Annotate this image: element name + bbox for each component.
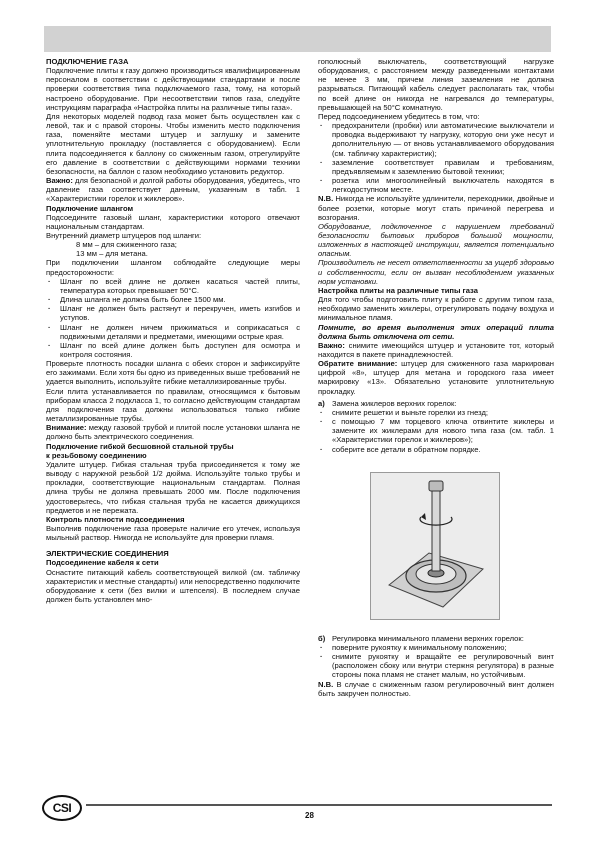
hose-precautions-list <box>46 277 300 359</box>
nb-label: N.B. <box>318 194 334 204</box>
list-item: · Длина шланга не должна быть более 1500 мм. <box>60 295 300 304</box>
list-item: · Шланг не должен ничем прижиматься и соприкасаться с подвижными деталями и предметами, имеющими острые края. <box>60 323 300 341</box>
gas-adjust-paragraph-2-text: снимите имеющийся штуцер и установите тот, который находится в пакете принадлежностей. <box>318 340 554 359</box>
step-b-title: Регулировка минимального пламени верхних горелок: <box>332 633 524 643</box>
pipe-heading-line-1: Подключение гибкой бесшовной стальной трубы <box>46 441 234 451</box>
gas-adjust-heading: Настройка плиты на различные типы газа <box>318 285 478 295</box>
hose-diameter-2: 13 мм – для метана. <box>76 249 148 259</box>
nb-label: N.B. <box>318 679 334 689</box>
burner-wrench-drawing <box>371 473 501 621</box>
list-item: · Шланг по всей длине не должен касаться частей плиты, температура которых превышает 50°C. <box>60 277 300 295</box>
hose-paragraph-5: Если плита устанавливается по правилам, относящимся к бытовым приборам класса 2 подкласса 1, то согласно действующим стандартам для подключения газа должны использоваться только гибкие металлизированные трубы. <box>46 386 300 424</box>
list-item: · поверните рукоятку к минимальному положению; <box>332 643 554 652</box>
list-item: · соберите все детали в обратном порядке. <box>332 445 554 454</box>
step-a-title: Замена жиклеров верхних горелок: <box>332 398 457 408</box>
continued-paragraph-2: Перед подсоединением убедитесь в том, что: <box>318 111 480 121</box>
nb-note-1 <box>318 194 554 221</box>
hose-paragraph-4: Проверьте плотность посадки шланга с обеих сторон и зафиксируйте его зажимами. Если хотя бы одно из приведенных выше требований не удается выполнить, используйте гибкие металлизированные трубы. <box>46 359 300 387</box>
step-b-label: б) <box>318 633 326 643</box>
cable-heading: Подсоединение кабеля к сети <box>46 558 159 568</box>
hose-paragraph-3: При подключении шлангом соблюдайте следующие меры предосторожности: <box>46 258 300 277</box>
gas-adjust-paragraph-2 <box>318 341 554 359</box>
electrical-check-list <box>318 121 554 194</box>
gas-adjust-paragraph-3 <box>318 359 554 396</box>
step-a-list <box>318 408 554 454</box>
pipe-heading-line-2: к резьбовому соединению <box>46 450 147 460</box>
nb-note-2-text: В случае с сжиженным газом регулировочный винт должен быть закручен полностью. <box>318 679 554 698</box>
gas-adjust-reminder: Помните, во время выполнения этих операций плита должна быть отключена от сети. <box>318 322 554 341</box>
gas-connection-heading: ПОДКЛЮЧЕНИЕ ГАЗА <box>46 57 129 66</box>
gas-paragraph-2: Для некоторых моделей подвод газа может быть осуществлен как с левой, так и с правой стороны. Чтобы изменить место подключения газа, поменяйте местами штуцер и заглушку и замените уплотнительную прокладку (поставляется с оборудованием). Если плита подсоединяется к баллону со сжиженным газом, отрегулируйте его давление в соответствии с действующими нормами техники безопасности, на баллон с газом необходимо установить редуктор. <box>46 111 300 176</box>
list-item: · Шланг по всей длине должен быть доступен для осмотра и контроля состояния. <box>60 341 300 359</box>
continued-paragraph-1: гополюсный выключатель, соответствующий нагрузке оборудования, с расстоянием между разведенными контактами не менее 3 мм, причем линия заземления не должна разрываться. Питающий кабель следует располагать так, чтобы по всей длине он никогда не нагревался до температуры, превышающей на 50°C комнатную. <box>318 57 554 112</box>
left-column <box>46 57 300 604</box>
hose-heading: Подключение шлангом <box>46 203 134 213</box>
cable-paragraph-1: Оснастите питающий кабель соответствующей вилкой (см. табличку характеристик и местные стандарты) или непосредственно подключите оборудование к сети (без вилки и штепселя). В последнем случае должен быть установлен мно- <box>46 567 300 605</box>
list-item: · с помощью 7 мм торцевого ключа отвинтите жиклеры и замените их жиклерами для нового типа газа (см. табл. 1 «Характеристики горелок и жиклеров»); <box>332 417 554 444</box>
hose-paragraph-6 <box>46 423 300 441</box>
hose-paragraph-1: Подсоедините газовый шланг, характеристики которого отвечают национальным стандартам. <box>46 212 300 231</box>
gas-paragraph-3 <box>46 176 300 203</box>
wrench-handle <box>429 481 443 491</box>
pipe-paragraph-1: Удалите штуцер. Гибкая стальная труба присоединяется к тому же выводу с наружной резьбой 1/2 дюйма. Используйте только трубы и прокладки, соответствующие национальным стандартам. Полная длина трубы не должна превышать 2000 мм. После подключения удостоверьтесь, что гибкая стальная труба не касается движущихся предметов и не пережата. <box>46 459 300 515</box>
warning-italic-2: Производитель не несет ответственности за ущерб здоровью и собственности, если он вызван несоблюдением указанных норм установки. <box>318 258 554 286</box>
step-a-label: а) <box>318 398 325 408</box>
right-column <box>318 57 554 698</box>
gas-adjust-paragraph-3-text: штуцер для сжиженного газа маркирован цифрой «8», штуцер для метана и городского газа имеет маркировку «13». Обязательно установите уплотнительную прокладку. <box>318 359 554 396</box>
list-item: · розетка или многоолинейный выключатель находятся в легкодоступном месте. <box>332 176 554 194</box>
gas-paragraph-1: Подключение плиты к газу должно производиться квалифицированным персоналом в соответствии с действующими стандартами и после проверки соответствия типа подключаемого газа, тому, на который настроено оборудование. При несоответствии типов газа, следуйте инструкциям параграфа «Настройка плиты на различные типы газа». <box>46 66 300 112</box>
burner-illustration <box>370 472 500 620</box>
list-item: · снимите рукоятку и вращайте ее регулировочный винт (расположен сбоку или внутри стержня регулятора) в разные стороны пока пламя не станет малым, но устойчивым. <box>332 652 554 679</box>
page-number: 28 <box>305 811 314 820</box>
header-bar <box>44 26 551 52</box>
hose-paragraph-6-text: между газовой трубой и плитой после установки шланга не должно быть электрического соединения. <box>46 423 300 442</box>
list-item: · заземление соответствует правилам и требованиям, предъявляемым к заземлению бытовой техники; <box>332 158 554 176</box>
arrow-head <box>421 513 426 520</box>
csi-logo: CSI <box>42 795 82 821</box>
nb-note-2 <box>318 680 554 698</box>
hose-paragraph-2: Внутренний диаметр штуцеров под шланги: <box>46 230 202 240</box>
note-label: Обратите внимание: <box>318 359 398 369</box>
step-b-list <box>318 643 554 680</box>
list-item: · Шланг не должен быть растянут и перекручен, иметь изгибов и уступов. <box>60 304 300 322</box>
warning-italic-1: Оборудование, подключенное с нарушением требований безопасности бытовых приборов большой мощности, изложенных в настоящей инструкции, является потенциально опасным. <box>318 221 554 259</box>
gas-adjust-paragraph-1: Для того чтобы подготовить плиту к работе с другим типом газа, необходимо заменить жиклеры, отрегулировать подачу воздуха и минимальное пламя. <box>318 295 554 323</box>
list-item: · предохранители (пробки) или автоматические выключатели и проводка выдерживают ту нагрузку, которую они уже несут и дополнительную — от вновь устанавливаемого оборудования (см. табличку характеристик); <box>332 121 554 158</box>
socket-wrench <box>432 487 440 571</box>
footer-rule <box>86 804 552 806</box>
nb-note-1-text: Никогда не используйте удлинители, переходники, двойные и более розетки, которые могут стать причиной перегрева и возгорания. <box>318 194 554 222</box>
electrical-heading: ЭЛЕКТРИЧЕСКИЕ СОЕДИНЕНИЯ <box>46 549 169 559</box>
important-label: Важно: <box>46 176 73 186</box>
important-label: Важно: <box>318 340 345 350</box>
list-item: · снимите решетки и выньте горелки из гнезд; <box>332 408 554 417</box>
gas-paragraph-3-text: для безопасной и долгой работы оборудования, убедитесь, что давление газа соответствует данным, указанным в табл. 1 «Характеристики горелок и жиклеров». <box>46 176 300 204</box>
tightness-paragraph-1: Выполнив подключение газа проверьте наличие его утечек, используя мыльный раствор. Никогда не используйте для проверки пламя. <box>46 523 300 543</box>
hose-diameter-1: 8 мм – для сжиженного газа; <box>76 240 177 250</box>
step-a <box>318 399 554 408</box>
tightness-heading: Контроль плотности подсоединения <box>46 514 185 524</box>
attention-label: Внимание: <box>46 423 87 433</box>
step-b <box>318 634 554 643</box>
